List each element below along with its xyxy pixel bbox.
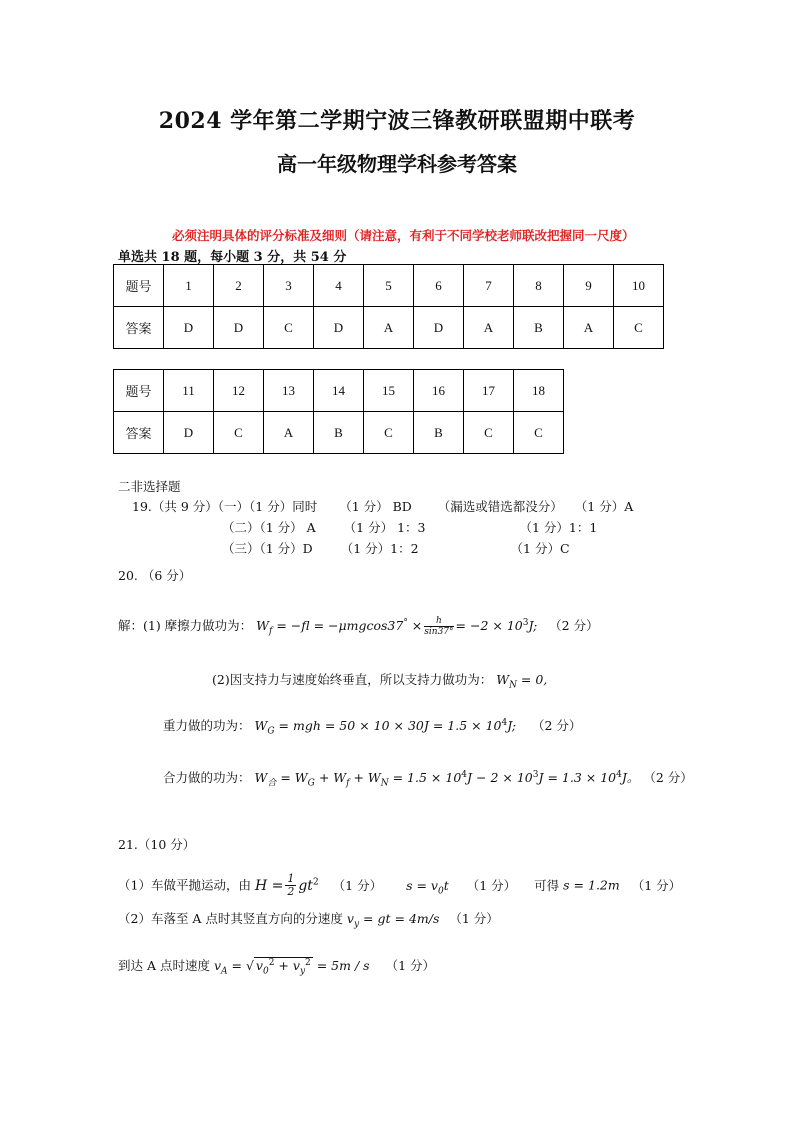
table-row [114,307,664,349]
answer-cell: D [414,307,464,349]
answer-cell: A [364,307,414,349]
q20-line4-score: （2 分） [643,770,693,785]
question-number: 2 [214,265,264,307]
q21-line3-score: （1 分） [385,958,435,973]
q21-line2-score: （1 分） [449,911,499,926]
answer-cell: A [264,412,314,454]
friction-work-formula: $W_f = -fl = -\mu mgcos37^\circ$ × $\frac{h}{\sin 37^\circ}$ = $-2 \times 10^3J$; [256,616,538,637]
q21-line1-text: （1）车做平抛运动，由 [118,877,251,893]
answer-cell: C [214,412,264,454]
grading-notice: 必须注明具体的评分标准及细则（请注意，有利于不同学校老师联改把握同一尺度） [172,228,635,243]
row-label-question: 题号 [114,370,164,412]
q21-line1-score2: （1 分） [466,877,517,893]
document-title: 2024 学年第二学期宁波三锋教研联盟期中联考 [158,108,636,134]
answer-cell: D [214,307,264,349]
q20-header: 20. （6 分） [118,568,192,583]
question-number: 16 [414,370,464,412]
q19-line1 [132,497,633,515]
answer-cell: B [314,412,364,454]
q21-line1-score3: （1 分） [631,877,682,893]
question-number: 18 [514,370,564,412]
row-label-answer: 答案 [114,307,164,349]
document-subtitle: 高一年级物理学科参考答案 [277,152,517,176]
q21-line2 [118,909,499,930]
q20-line3 [163,716,581,737]
q20-line1-text: 解：(1) 摩擦力做功为： [118,618,253,633]
speed-at-a-formula: $v_A$ = √ $v_0^2 + v_y^2 = 5m / s$ [213,957,370,977]
section-title-non-choice: 二非选择题 [118,479,181,494]
answer-cell: B [514,307,564,349]
q19-part2-answer: （1 分） 1：3 [343,520,426,535]
q20-line2 [212,670,547,691]
normal-work-formula: $W_N = 0$, [496,672,548,691]
q19-part3-answer: （1 分）1：2 [340,541,419,556]
gravity-work-formula: $W_G$ = mgh = $50 \times 10 \times 30J = 1.5 \times 10^4J$; [254,717,516,737]
answer-table-2 [113,369,564,454]
question-number: 11 [164,370,214,412]
q19-part1-note: （漏选或错选都没分） [437,499,563,514]
answer-cell: C [464,412,514,454]
row-label-answer: 答案 [114,412,164,454]
q20-line4 [163,768,693,789]
q20-line3-score: （2 分） [531,718,582,733]
net-work-formula: $W_合 = W_G + W_f + W_N = 1.5 \times 10^4J - 2 \times 10^3J = 1.3 \times 10^4J$。 [254,769,640,789]
question-number: 4 [314,265,364,307]
q21-line3-text: 到达 A 点时速度 [118,958,210,973]
question-number: 17 [464,370,514,412]
q19-part3-text: （三）（1 分）D [222,541,313,556]
q21-line1 [118,864,681,900]
q19-part1-text: 19.（共 9 分）（一）（1 分）同时 [132,499,318,514]
answer-cell: C [514,412,564,454]
result-distance-formula: s = 1.2m [563,877,620,893]
q19-part2-answer2: （1 分）1：1 [519,520,598,535]
question-number: 14 [314,370,364,412]
q21-line1-score1: （1 分） [332,877,383,893]
answer-cell: D [314,307,364,349]
question-number: 12 [214,370,264,412]
q21-line1-mid: 可得 [534,877,560,893]
table-row [114,265,664,307]
answer-cell: A [564,307,614,349]
question-number: 9 [564,265,614,307]
q20-line2-text: (2)因支持力与速度始终垂直，所以支持力做功为： [212,672,493,687]
table-row [114,412,564,454]
answer-cell: C [364,412,414,454]
question-number: 15 [364,370,414,412]
q20-line1-score: （2 分） [549,618,599,633]
answer-cell: B [414,412,464,454]
q20-line1 [118,616,599,637]
q19-line2 [222,518,597,536]
q20-line4-text: 合力做的功为： [163,770,251,785]
row-label-question: 题号 [114,265,164,307]
question-number: 6 [414,265,464,307]
q19-part1-answer: （1 分） BD [339,499,412,514]
answer-cell: A [464,307,514,349]
question-number: 1 [164,265,214,307]
answer-cell: D [164,307,214,349]
q20-line3-text: 重力做的功为： [163,718,251,733]
answer-cell: C [264,307,314,349]
question-number: 5 [364,265,414,307]
question-number: 13 [264,370,314,412]
answer-cell: D [164,412,214,454]
answer-cell: C [614,307,664,349]
section-title-single-choice: 单选共 18 题，每小题 3 分，共 54 分 [118,250,347,265]
q21-header: 21.（10 分） [118,837,196,852]
q21-line2-text: （2）车落至 A 点时其竖直方向的分速度 [118,911,343,926]
question-number: 10 [614,265,664,307]
q19-part1-answer2: （1 分）A [574,499,634,514]
q19-line3 [222,539,570,557]
q19-part3-answer2: （1 分）C [510,541,570,556]
displacement-formula: $s = v_0t$ [406,877,449,897]
fall-height-formula: H = $\frac{1}{2}$ $gt^2$ [254,872,319,899]
question-number: 7 [464,265,514,307]
question-number: 3 [264,265,314,307]
vertical-velocity-formula: $v_y$ = gt = 4m/s [346,911,440,930]
q21-line3 [118,956,435,977]
answer-table-1 [113,264,664,349]
question-number: 8 [514,265,564,307]
q19-part2-text: （二）（1 分） A [222,520,316,535]
table-row [114,370,564,412]
